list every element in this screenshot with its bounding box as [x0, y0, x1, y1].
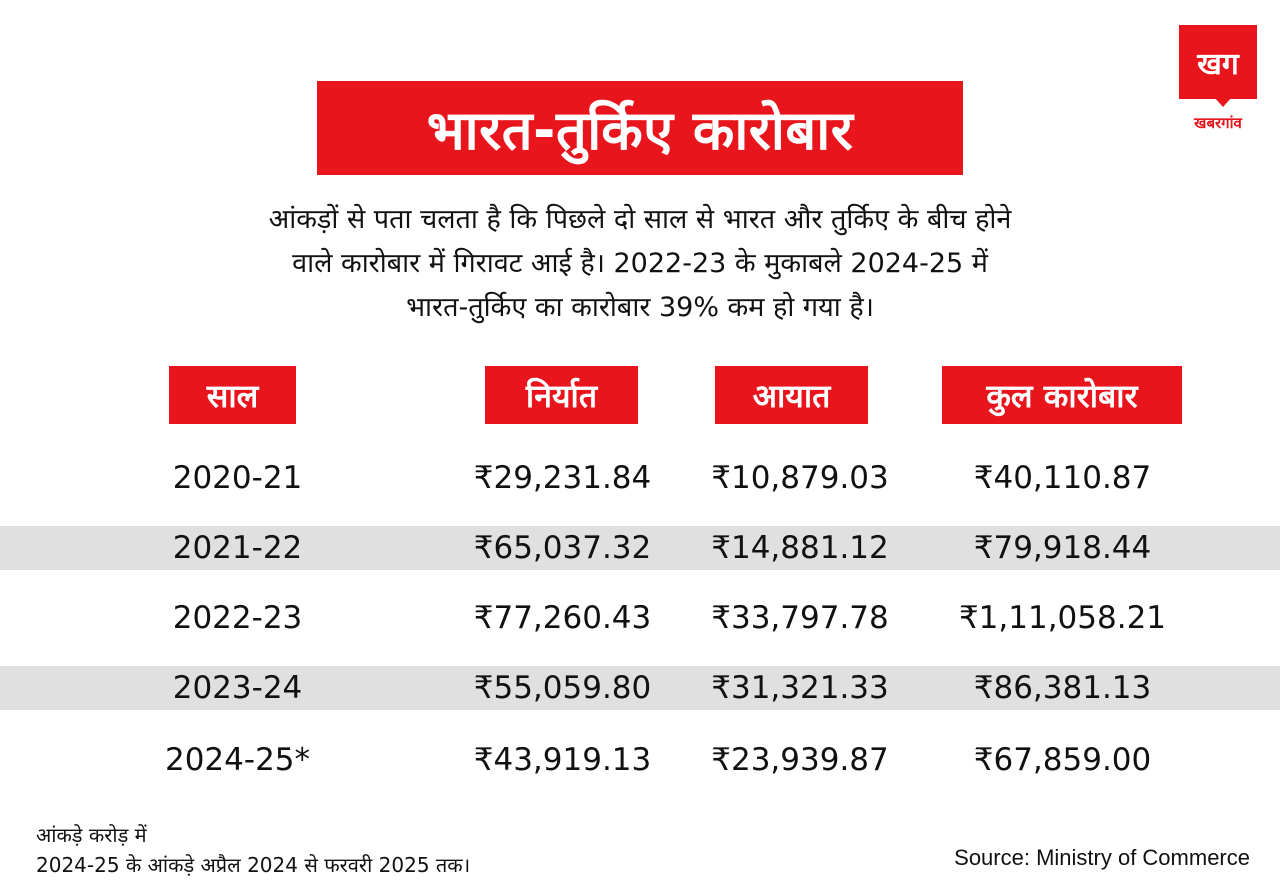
table-row: [0, 666, 1280, 710]
total-cell: ₹40,110.87: [973, 460, 1152, 496]
header-export: निर्यात: [485, 366, 638, 424]
total-cell: ₹79,918.44: [973, 530, 1152, 566]
import-cell: ₹14,881.12: [711, 530, 889, 566]
import-cell: ₹33,797.78: [711, 600, 889, 636]
source-credit: Source: Ministry of Commerce: [954, 845, 1250, 870]
brand-logo: [1176, 25, 1260, 135]
header-import: आयात: [715, 366, 868, 424]
export-cell: ₹77,260.43: [473, 600, 652, 636]
table-row: [0, 526, 1280, 570]
page-title: भारत-तुर्किए कारोबार: [317, 81, 963, 175]
table-row: [0, 596, 1280, 640]
total-cell: ₹1,11,058.21: [958, 600, 1167, 636]
export-cell: ₹65,037.32: [473, 530, 652, 566]
import-cell: ₹23,939.87: [711, 742, 889, 778]
logo-name: खबरगांव: [1194, 114, 1242, 132]
year-cell: 2024-25*: [164, 742, 311, 778]
export-cell: ₹43,919.13: [473, 742, 652, 778]
export-cell: ₹29,231.84: [473, 460, 652, 496]
logo-speech-tail: [1214, 97, 1232, 107]
footnote-unit: आंकड़े करोड़ में: [36, 823, 147, 847]
import-cell: ₹10,879.03: [711, 460, 889, 496]
intro-line: आंकड़ों से पता चलता है कि पिछले दो साल से भारत और तुर्किए के बीच होने: [268, 204, 1012, 235]
year-cell: 2020-21: [172, 460, 303, 496]
year-cell: 2022-23: [172, 600, 303, 636]
year-cell: 2023-24: [172, 670, 303, 706]
year-cell: 2021-22: [172, 530, 303, 566]
footnote: [36, 820, 470, 880]
logo-mark: खग: [1179, 25, 1257, 99]
intro-paragraph: [140, 198, 1140, 330]
intro-line: वाले कारोबार में गिरावट आई है। 2022-23 के मुकाबले 2024-25 में: [292, 248, 988, 279]
intro-line: भारत-तुर्किए का कारोबार 39% कम हो गया है।: [406, 292, 874, 323]
table-row: [0, 738, 1280, 782]
header-total-trade: कुल कारोबार: [942, 366, 1182, 424]
total-cell: ₹67,859.00: [973, 742, 1152, 778]
import-cell: ₹31,321.33: [711, 670, 889, 706]
header-year: साल: [169, 366, 296, 424]
total-cell: ₹86,381.13: [973, 670, 1152, 706]
export-cell: ₹55,059.80: [473, 670, 652, 706]
footnote-period: 2024-25 के आंकड़े अप्रैल 2024 से फरवरी 2025 तक।: [36, 853, 471, 877]
table-row: [0, 456, 1280, 500]
